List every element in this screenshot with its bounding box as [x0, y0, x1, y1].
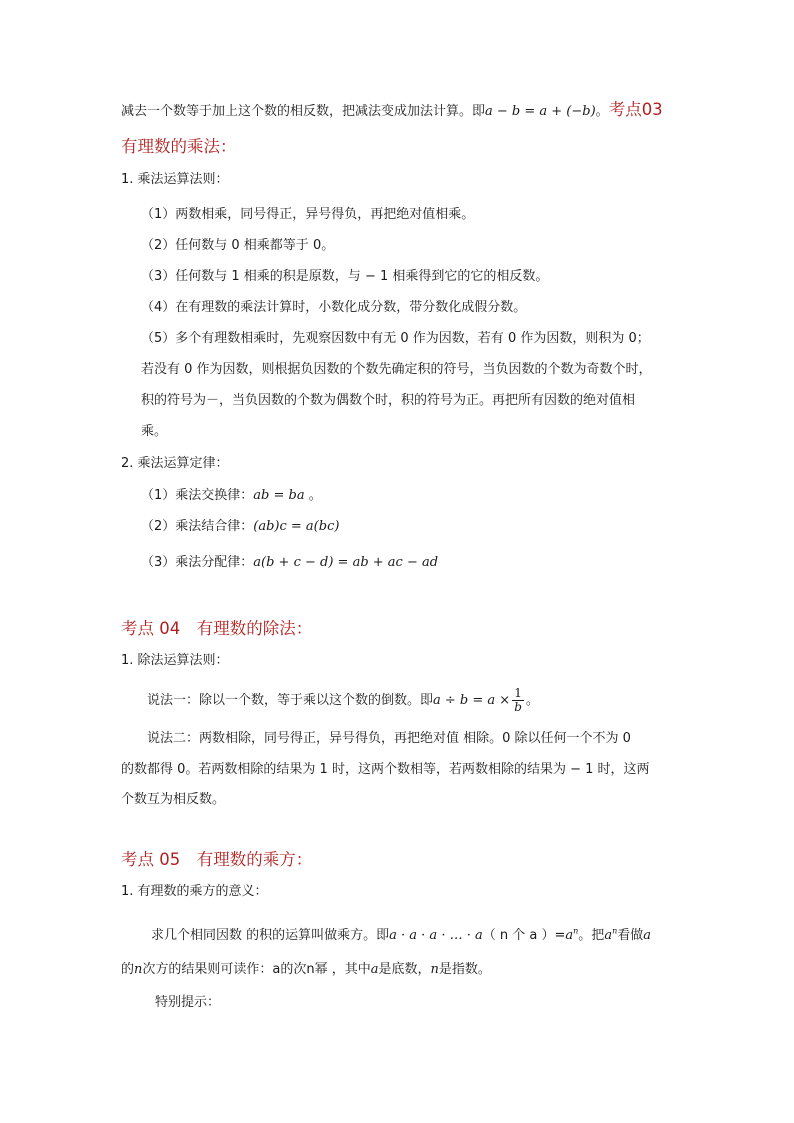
subtraction-rule-end: 。 — [595, 104, 609, 119]
commutative-law-formula: ab = ba — [253, 488, 305, 503]
power-reading-text: 次方的结果则可读作：a的次n幂 ，其中 — [142, 962, 371, 977]
commutative-law-tail: 。 — [304, 488, 322, 503]
division-method-1-text: 说法一：除以一个数，等于乘以这个数的倒数。即 — [147, 693, 434, 708]
power-notation-repeat: $a^n$ — [604, 926, 618, 943]
multiplication-rule-5-line-3: 积的符号为－，当负因数的个数为偶数个时，积的符号为正。再把所有因数的绝对值相 — [141, 393, 636, 408]
exponent-label: 是指数。 — [438, 962, 491, 977]
commutative-law — [141, 486, 322, 506]
exponent-variable: n — [134, 962, 143, 977]
multiplication-rule-3: （3）任何数与 1 相乘的积是原数，与 − 1 相乘得到它的它的相反数。 — [141, 269, 549, 284]
base-label: 是底数， — [378, 962, 431, 977]
fraction-numerator: 1 — [512, 687, 524, 701]
factor-count-text: （ n 个 a ）= — [482, 928, 566, 943]
commutative-law-label: （1）乘法交换律： — [141, 488, 254, 503]
distributive-law — [141, 553, 438, 573]
subtraction-rule-line — [121, 100, 663, 122]
multiplication-rule-5-line-1: （5）多个有理数相乘时，先观察因数中有无 0 作为因数，若有 0 作为因数，则积为 0； — [141, 331, 650, 346]
associative-law-formula: (ab)c = a(bc) — [253, 519, 340, 534]
division-method-2-line-2: 的数都得 0。若两数相除的结果为 1 时，这两个数相等，若两数相除的结果为 − 1 时，这两 — [121, 762, 650, 777]
subtraction-formula: a − b = a + (−b) — [485, 104, 596, 119]
special-tip-label: 特别提示： — [155, 995, 221, 1010]
multiplication-rule-5-line-2: 若没有 0 作为因数，则根据负因数的个数先确定积的符号，当负因数的个数为奇数个时， — [141, 362, 652, 377]
multiplication-rules-title: 1. 乘法运算法则： — [121, 172, 229, 187]
regard-as-text: 看做 — [617, 928, 644, 943]
reciprocal-fraction — [512, 687, 524, 714]
division-method-1-formula: a ÷ b = a × — [433, 693, 511, 708]
division-rules-title: 1. 除法运算法则： — [121, 653, 229, 668]
power-definition-connector: 。把 — [578, 928, 605, 943]
distributive-law-formula: a(b + c − d) = ab + ac − ad — [253, 555, 439, 570]
division-method-2-line-1: 说法二：两数相除，同号得正，异号得负，再把绝对值 相除。0 除以任何一个不为 0 — [147, 731, 631, 746]
division-method-2-line-3: 个数互为相反数。 — [121, 792, 226, 807]
base-variable: a — [643, 928, 652, 943]
fraction-denominator: b — [514, 700, 522, 714]
section-03-code: 考点03 — [608, 100, 663, 119]
multiplication-rule-4: （4）在有理数的乘法计算时，小数化成分数，带分数化成假分数。 — [141, 300, 527, 315]
power-definition-text: 求几个相同因数 的积的运算叫做乘方。即 — [151, 928, 390, 943]
multiplication-rule-1: （1）两数相乘，同号得正，异号得负，再把绝对值相乘。 — [141, 207, 475, 222]
power-meaning-title: 1. 有理数的乘方的意义： — [121, 884, 268, 899]
exponent-variable-2: n — [430, 962, 439, 977]
subtraction-rule-text: 减去一个数等于加上这个数的相反数，把减法变成加法计算。即 — [121, 104, 486, 119]
associative-law — [141, 517, 339, 537]
base-variable-2: a — [370, 962, 379, 977]
power-definition-line-2 — [121, 960, 491, 980]
multiplication-rule-5-line-4: 乘。 — [141, 424, 168, 439]
distributive-law-label: （3）乘法分配律： — [141, 555, 254, 570]
power-reading-prefix: 的 — [121, 962, 135, 977]
multiplication-rule-2: （2）任何数与 0 相乘都等于 0。 — [141, 238, 335, 253]
multiplication-laws-title: 2. 乘法运算定律： — [121, 456, 229, 471]
section-04-heading: 考点 04 有理数的除法： — [121, 619, 313, 638]
section-03-title: 有理数的乘法： — [121, 137, 237, 156]
power-definition-line-1 — [151, 926, 651, 946]
division-method-1-end: 。 — [525, 693, 539, 708]
associative-law-label: （2）乘法结合律： — [141, 519, 254, 534]
repeated-product-formula: a · a · a · … · a — [389, 928, 483, 943]
division-method-1 — [147, 684, 539, 718]
power-notation: $a^n$ — [565, 926, 579, 943]
section-05-heading: 考点 05 有理数的乘方： — [121, 850, 313, 869]
